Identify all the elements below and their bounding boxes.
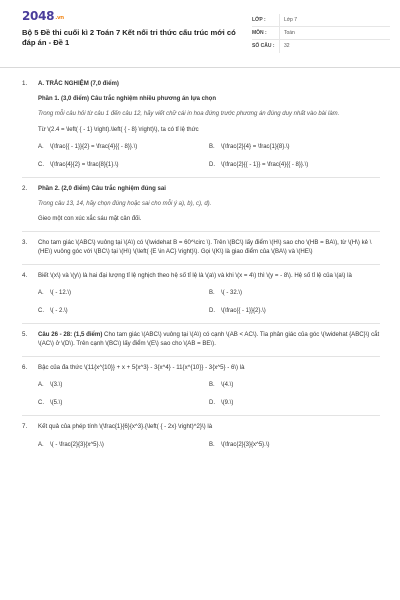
- answer-option[interactable]: C. \(5.\): [38, 400, 63, 407]
- answer-option[interactable]: C. \( - 2.\): [38, 308, 68, 315]
- question-block-3: 3. Cho tam giác \(ABC\) vuông tại \(A\) có \(\widehat B = 60^\circ \). Trên \(BC\) lấy điểm \(H\) sao cho \(HB = BA\), từ \(H\) kẻ \(HE\) vuông góc với \(BC\) tại \(H\) \(\left( {E \in AC} \right)\). Gọi \(K\) là giao điểm của \(BA\) và \(HE\): [22, 239, 380, 263]
- question-block-5: 5. Câu 26 - 28: (1,5 điểm) Cho tam giác \(ABC\) vuông tại \(A\) có cạnh \(AB < AC\). Tia phân giác của góc \(\widehat {ABC}\) cắt \(AC\) ở \(D\). Trên cạnh \(BC\) lấy điểm \(E\) sao cho \(AB = BE\).: [22, 331, 380, 347]
- section-title: A. TRẮC NGHIỆM (7,0 điểm): [38, 80, 119, 87]
- answer-options: [38, 289, 380, 315]
- answer-options: [38, 441, 380, 449]
- question-block-4: 4. Biết \(x\) và \(y\) là hai đại lượng tỉ lệ nghịch theo hệ số tỉ lệ là \(a\) và khi \(x = 4\) thì \(y = - 8\). Hệ số tỉ lệ của \(a\) là A. \( - 12.\) B. \( - 32.\) C. \( - 2.\) D. \(\frac{{ - 1}}{2}.\): [22, 272, 380, 324]
- answer-option[interactable]: D. \(\frac{2}{{ - 1}} = \frac{4}{{ - 8}}.\): [209, 161, 309, 168]
- divider: [22, 415, 380, 416]
- answer-option[interactable]: B. \(\frac{2}{3}{x^5}.\): [209, 441, 270, 448]
- question-number: 1.: [22, 80, 28, 87]
- question-text: Kết quả của phép tính \(\frac{1}{6}{x^3}.{\left( { - 2x} \right)^2}\) là: [38, 423, 213, 431]
- info-row-class: LỚP : Lớp 7: [252, 14, 390, 27]
- answer-option[interactable]: D. \(9.\): [209, 400, 234, 407]
- answer-option[interactable]: A. \( - \frac{2}{3}{x^5}.\): [38, 441, 104, 448]
- part-instruction: Trong mỗi câu hỏi từ câu 1 đến câu 12, hãy viết chữ cái in hoa đứng trước phương án đúng duy nhất vào bài làm.: [38, 111, 340, 118]
- page-header: [0, 0, 400, 68]
- question-text: Biết \(x\) và \(y\) là hai đại lượng tỉ lệ nghịch theo hệ số tỉ lệ là \(a\) và khi \(x = 4\) thì \(y = - 8\). Hệ số tỉ lệ của \(a\) là: [38, 271, 352, 279]
- question-block-1: [22, 80, 380, 177]
- divider: [22, 323, 380, 324]
- question-text: Cho tam giác \(ABC\) vuông tại \(A\) có \(\widehat B = 60^\circ \). Trên \(BC\) lấy điểm \(H\) sao cho \(HB = BA\), từ \(H\) kẻ \(HE\) vuông góc với \(BC\) tại \(H\) \(\left( {E \in AC} \right)\). Gọi \(K\) là giao điểm của \(BA\) và \(HE\): [38, 239, 372, 255]
- answer-options: [38, 143, 380, 169]
- question-block-2: 2. Phần 2. (2,0 điểm) Câu trắc nghiệm đúng sai Trong câu 13, 14, hãy chọn đúng hoặc sai cho mỗi ý a), b), c), d). Gieo một con xúc xắc sáu mặt cân đối.: [22, 185, 380, 232]
- answer-option[interactable]: A. \(3.\): [38, 382, 63, 389]
- question-text: Từ \(2.4 = \left( { - 1} \right).\left( { - 8} \right)\), ta có tỉ lệ thức: [38, 126, 199, 133]
- question-block-6: 6. Bậc của đa thức \(11{x^{10}} + x + 5{x^3} - 3{x^4} - 11{x^{10}} - 3{x^5} - 6\) là A. \(3.\) B. \(4.\) C. \(5.\) D. \(9.\): [22, 364, 380, 416]
- question-text: Gieo một con xúc xắc sáu mặt cân đối.: [38, 216, 142, 223]
- divider: [22, 177, 380, 178]
- part-title: Phần 1. (3,0 điểm) Câu trắc nghiệm nhiều phương án lựa chọn: [38, 96, 216, 103]
- answer-options: [38, 381, 380, 407]
- divider: [22, 264, 380, 265]
- question-text: Bậc của đa thức \(11{x^{10}} + x + 5{x^3} - 3{x^4} - 11{x^{10}} - 3{x^5} - 6\) là: [38, 363, 245, 371]
- answer-option[interactable]: D. \(\frac{{ - 1}}{2}.\): [209, 308, 266, 315]
- answer-option[interactable]: B. \(4.\): [209, 382, 234, 389]
- divider: [22, 231, 380, 232]
- answer-option[interactable]: B. \( - 32.\): [209, 290, 243, 297]
- part-title: Phần 2. (2,0 điểm) Câu trắc nghiệm đúng sai: [38, 184, 166, 192]
- exam-content: [0, 68, 400, 457]
- question-block-7: 7. Kết quả của phép tính \(\frac{1}{6}{x^3}.{\left( { - 2x} \right)^2}\) là A. \( - \frac{2}{3}{x^5}.\) B. \(\frac{2}{3}{x^5}.\): [22, 423, 380, 456]
- part-instruction: Trong câu 13, 14, hãy chọn đúng hoặc sai cho mỗi ý a), b), c), d).: [38, 201, 212, 208]
- answer-option[interactable]: C. \(\frac{4}{2} = \frac{8}{1}.\): [38, 161, 119, 168]
- info-row-question-count: SỐ CÂU : 32: [252, 40, 390, 53]
- exam-info-box: [252, 14, 390, 53]
- info-row-subject: MÔN : Toán: [252, 27, 390, 40]
- divider: [22, 356, 380, 357]
- answer-option[interactable]: A. \(\frac{{ - 1}}{2} = \frac{4}{{ - 8}}.\): [38, 143, 138, 150]
- page-title: Bộ 5 Đề thi cuối kì 2 Toán 7 Kết nối tri thức cấu trúc mới có đáp án - Đề 1: [22, 28, 236, 48]
- answer-option[interactable]: A. \( - 12.\): [38, 290, 72, 297]
- site-logo[interactable]: 2048.vn: [22, 9, 64, 23]
- question-text: Câu 26 - 28: (1,5 điểm) Cho tam giác \(ABC\) vuông tại \(A\) có cạnh \(AB < AC\). Tia phân giác của góc \(\widehat {ABC}\) cắt \(AC\) ở \(D\). Trên cạnh \(BC\) lấy điểm \(E\) sao cho \(AB = BE\).: [38, 331, 380, 347]
- answer-option[interactable]: B. \(\frac{2}{4} = \frac{1}{8}.\): [209, 143, 290, 150]
